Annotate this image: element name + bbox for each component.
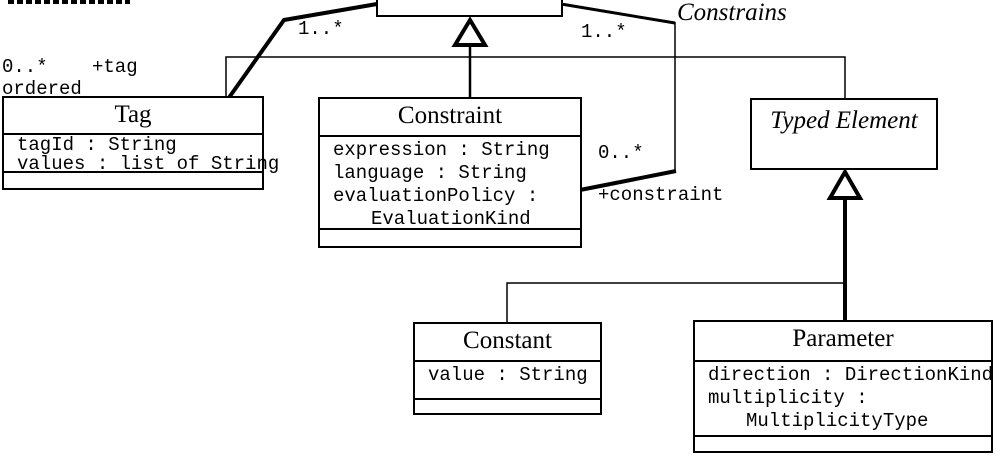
attributes-compartment — [415, 360, 600, 398]
class-title: Constant — [463, 327, 552, 354]
clipped-text-fragment — [8, 0, 130, 4]
operations-compartment — [415, 398, 600, 413]
generalization-constant-branch — [507, 283, 845, 324]
attribute-line: value : String — [428, 364, 588, 386]
class-box-typed-element — [750, 98, 938, 170]
attribute-line: evaluationPolicy : — [333, 185, 539, 207]
attribute-line: values : list of String — [17, 153, 280, 175]
attribute-line: expression : String — [333, 139, 550, 161]
attribute-line: language : String — [333, 162, 527, 184]
class-title: Typed Element — [770, 107, 918, 134]
attribute-line-continuation: EvaluationKind — [371, 208, 531, 230]
connector-tag-typed-element — [226, 57, 845, 100]
attribute-line: tagId : String — [17, 134, 177, 156]
class-title: Tag — [114, 101, 152, 128]
attribute-line: multiplicity : — [708, 387, 868, 409]
role-label-constraint: +constraint — [598, 184, 724, 206]
class-box-tag — [2, 96, 280, 190]
class-title: Parameter — [792, 325, 894, 352]
attributes-compartment — [320, 135, 580, 228]
class-title: Constraint — [397, 102, 503, 129]
association-name-constrains: Constrains — [677, 0, 787, 26]
class-box-parameter — [693, 320, 993, 453]
role-label-tag: +tag — [92, 56, 138, 78]
attributes-compartment — [4, 133, 280, 175]
generalization-arrow-top-class — [455, 20, 485, 45]
ordering-label-tag: ordered — [2, 78, 82, 100]
attribute-line: direction : DirectionKind — [708, 364, 994, 386]
attributes-compartment — [695, 360, 994, 435]
attribute-line-continuation: MultiplicityType — [746, 410, 929, 432]
operations-compartment — [695, 435, 991, 451]
multiplicity-label-tag-upper: 1..* — [298, 18, 344, 40]
multiplicity-label-constrains-upper: 1..* — [581, 21, 627, 43]
multiplicity-label-constraint-lower: 0..* — [598, 142, 644, 164]
class-box-top-partial — [376, 0, 563, 17]
class-box-constant — [413, 322, 602, 415]
operations-compartment — [320, 228, 580, 246]
operations-compartment — [4, 171, 262, 188]
multiplicity-label-tag-lower: 0..* — [2, 56, 48, 78]
class-box-constraint — [318, 97, 582, 248]
generalization-arrow-typed-element — [830, 172, 860, 198]
